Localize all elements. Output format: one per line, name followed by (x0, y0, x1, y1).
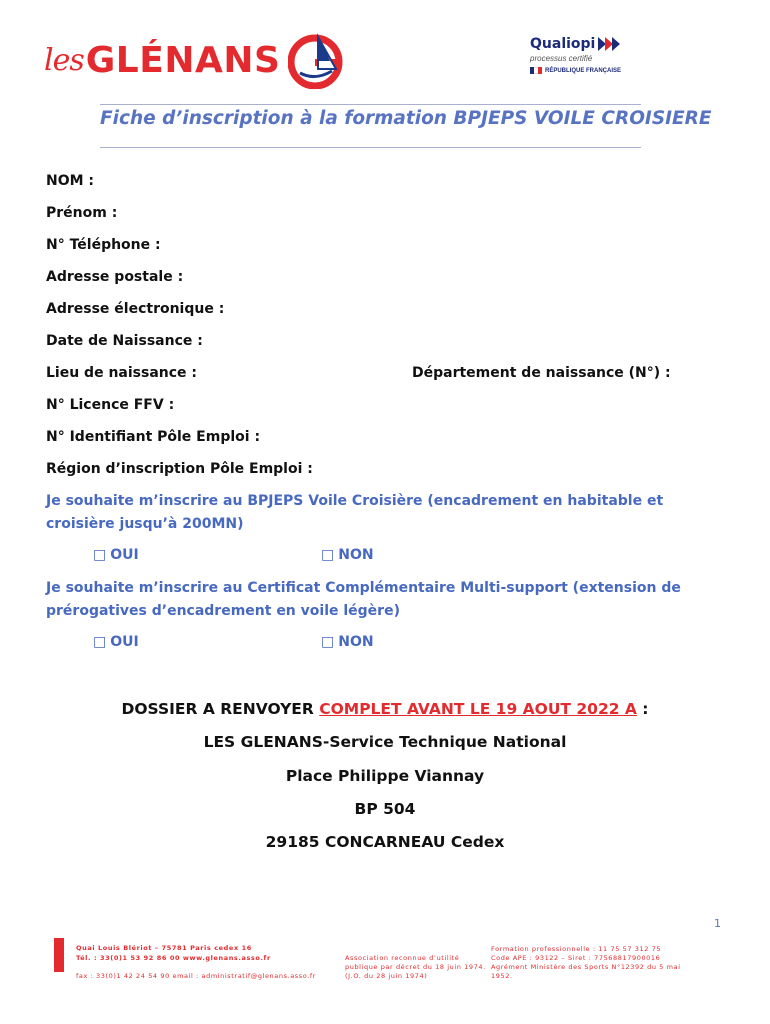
field-departement-naissance: Département de naissance (N°) : (412, 365, 671, 381)
dossier-line-1: LES GLENANS-Service Technique National (203, 733, 567, 751)
footer-fax: fax : 33(0)1 42 24 54 90 email : administratif@glenans.asso.fr (76, 972, 317, 980)
footer-red-bar (54, 938, 64, 972)
footer-assoc-1: Association reconnue d’utilité (345, 954, 460, 962)
field-lieu-naissance: Lieu de naissance : (46, 365, 198, 381)
qualiopi-name: Qualiopi (530, 36, 596, 52)
dossier-line-3: BP 504 (354, 800, 416, 818)
footer-form-1: Formation professionnelle : 11 75 57 312 75 (491, 945, 662, 953)
sailboat-logo-icon (288, 31, 346, 89)
field-licence-ffv: N° Licence FFV : (46, 397, 175, 413)
field-adresse-postale: Adresse postale : (46, 269, 184, 285)
bpjeps-oui-option[interactable] (93, 547, 139, 563)
field-nom: NOM : (46, 173, 95, 189)
multisupport-question: Je souhaite m’inscrire au Certificat Complémentaire Multi-support (extension de prérogatives d’encadrement en voile légère) (46, 580, 681, 619)
field-identifiant-pole-emploi: N° Identifiant Pôle Emploi : (46, 429, 261, 445)
dossier-deadline: COMPLET AVANT LE 19 AOUT 2022 A (319, 700, 637, 718)
dossier-tail: : (636, 700, 649, 718)
checkbox-icon[interactable]: □ (93, 634, 107, 650)
dossier-line-2: Place Philippe Viannay (285, 767, 485, 785)
qualiopi-arrows-icon (598, 37, 620, 51)
footer-assoc-3: (J.O. du 28 juin 1974) (345, 972, 428, 980)
glenans-logo (44, 30, 346, 90)
checkbox-icon[interactable]: □ (321, 634, 335, 650)
footer-tel: Tél. : 33(0)1 53 92 86 00 www.glenans.asso.fr (76, 954, 271, 962)
multisupport-oui-option[interactable] (93, 634, 139, 650)
qualiopi-badge (530, 36, 640, 74)
dossier-line-4: 29185 CONCARNEAU Cedex (265, 833, 505, 851)
checkbox-icon[interactable]: □ (93, 547, 107, 563)
checkbox-icon[interactable]: □ (321, 547, 335, 563)
field-date-naissance: Date de Naissance : (46, 333, 203, 349)
bpjeps-non-option[interactable] (321, 547, 374, 563)
footer-form-2: Code APE : 93122 – Siret : 77568817900016 (491, 954, 661, 962)
field-telephone: N° Téléphone : (46, 237, 161, 253)
title-rule-top (100, 104, 641, 105)
republique-label: RÉPUBLIQUE FRANÇAISE (545, 67, 622, 74)
qualiopi-name-row (530, 36, 640, 52)
oui-label: OUI (110, 634, 139, 650)
footer-address: Quai Louis Blériot – 75781 Paris cedex 16 (76, 944, 252, 952)
logo-prefix: les (44, 42, 84, 78)
dossier-heading (0, 700, 770, 718)
footer-form-4: 1952. (491, 972, 513, 980)
title-rule-bottom (100, 147, 641, 148)
oui-label: OUI (110, 547, 139, 563)
footer-assoc-2: publique par décret du 18 juin 1974. (345, 963, 486, 971)
field-adresse-electronique: Adresse électronique : (46, 301, 225, 317)
footer-form-3: Agrément Ministère des Sports N°12392 du 5 mai (491, 963, 681, 971)
multisupport-non-option[interactable] (321, 634, 374, 650)
logo-wordmark: GLÉNANS (85, 39, 281, 81)
dossier-lead: DOSSIER A RENVOYER (121, 700, 320, 718)
non-label: NON (338, 547, 374, 563)
non-label: NON (338, 634, 374, 650)
field-region-pole-emploi: Région d’inscription Pôle Emploi : (46, 461, 313, 477)
page-title: Fiche d’inscription à la formation BPJEPS VOILE CROISIERE (100, 108, 712, 129)
french-flag-icon (530, 67, 542, 74)
republique-row (530, 67, 640, 74)
bpjeps-question: Je souhaite m’inscrire au BPJEPS Voile Croisière (encadrement en habitable et croisière jusqu’à 200MN) (46, 493, 664, 532)
page-number: 1 (714, 917, 721, 930)
field-prenom: Prénom : (46, 205, 118, 221)
qualiopi-subtitle: processus certifié (530, 54, 593, 63)
